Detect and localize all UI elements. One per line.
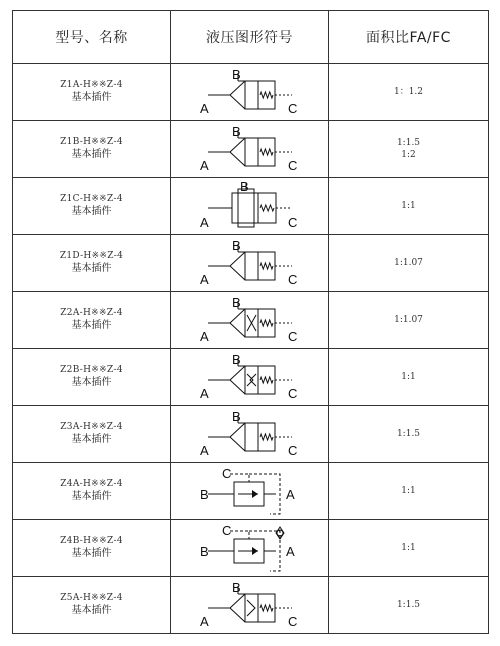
port-label: A bbox=[199, 101, 209, 116]
area-ratio-cell bbox=[329, 349, 489, 406]
component-name: 基本插件 bbox=[71, 548, 112, 559]
hydraulic-symbol-diagram bbox=[200, 67, 300, 117]
hydraulic-symbol-diagram bbox=[200, 352, 300, 402]
area-ratio-value: 1:1 bbox=[401, 201, 416, 211]
port-label: B bbox=[239, 181, 249, 194]
table-row bbox=[13, 64, 489, 121]
hydraulic-symbol-diagram bbox=[200, 295, 300, 345]
port-label: A bbox=[285, 487, 295, 502]
area-ratio-value: 1:1.5 bbox=[396, 600, 421, 610]
cartridge-spec-table bbox=[12, 10, 489, 634]
port-label: A bbox=[199, 386, 209, 401]
component-name: 基本插件 bbox=[71, 92, 112, 103]
port-label: C bbox=[287, 614, 297, 629]
poppet-valve-symbol bbox=[208, 586, 292, 622]
symbol-cell bbox=[171, 577, 329, 634]
model-cell bbox=[13, 121, 171, 178]
hydraulic-symbol-diagram bbox=[200, 181, 300, 231]
model-code: Z1A-H※※Z-4 bbox=[60, 80, 123, 90]
poppet-valve-symbol bbox=[208, 301, 292, 337]
model-cell bbox=[13, 520, 171, 577]
symbol-cell bbox=[171, 178, 329, 235]
symbol-cell bbox=[171, 406, 329, 463]
table-row bbox=[13, 235, 489, 292]
hydraulic-symbol-diagram bbox=[200, 124, 300, 174]
table-row bbox=[13, 121, 489, 178]
model-code: Z1D-H※※Z-4 bbox=[59, 251, 124, 261]
component-name: 基本插件 bbox=[71, 206, 112, 217]
table-row bbox=[13, 349, 489, 406]
model-code: Z3A-H※※Z-4 bbox=[60, 422, 123, 432]
port-label: A bbox=[285, 544, 295, 559]
component-name: 基本插件 bbox=[71, 149, 112, 160]
table-header-row bbox=[13, 11, 489, 64]
model-code: Z4A-H※※Z-4 bbox=[60, 479, 123, 489]
model-cell bbox=[13, 463, 171, 520]
symbol-cell bbox=[171, 121, 329, 178]
component-name: 基本插件 bbox=[71, 377, 112, 388]
model-cell bbox=[13, 235, 171, 292]
header-model-name: 型号、名称 bbox=[13, 11, 171, 64]
component-name: 基本插件 bbox=[71, 320, 112, 331]
area-ratio-value: 1:1.5 bbox=[396, 429, 421, 439]
port-label: C bbox=[221, 466, 231, 481]
port-label: B bbox=[231, 409, 241, 424]
symbol-cell bbox=[171, 235, 329, 292]
area-ratio-cell bbox=[329, 178, 489, 235]
poppet-valve-symbol bbox=[208, 244, 292, 280]
spool-valve-symbol bbox=[208, 183, 292, 227]
port-label: A bbox=[199, 329, 209, 344]
area-ratio-cell bbox=[329, 406, 489, 463]
symbol-cell bbox=[171, 292, 329, 349]
header-hydraulic-symbol: 液压图形符号 bbox=[171, 11, 329, 64]
component-name: 基本插件 bbox=[71, 263, 112, 274]
symbol-cell bbox=[171, 463, 329, 520]
header-area-ratio: 面积比FA/FC bbox=[329, 11, 489, 64]
port-label: C bbox=[221, 523, 231, 538]
hydraulic-symbol-diagram bbox=[200, 580, 300, 630]
area-ratio-cell bbox=[329, 64, 489, 121]
symbol-cell bbox=[171, 64, 329, 121]
port-label: C bbox=[287, 329, 297, 344]
port-label: B bbox=[199, 544, 209, 559]
hydraulic-symbol-diagram bbox=[200, 238, 300, 288]
port-label: B bbox=[199, 487, 209, 502]
area-ratio-cell bbox=[329, 463, 489, 520]
poppet-valve-symbol bbox=[208, 415, 292, 451]
port-label: C bbox=[287, 386, 297, 401]
port-label: B bbox=[231, 238, 241, 253]
area-ratio-cell bbox=[329, 577, 489, 634]
area-ratio-value: 1:1.5 bbox=[396, 138, 421, 148]
area-ratio-cell bbox=[329, 235, 489, 292]
model-cell bbox=[13, 406, 171, 463]
model-code: Z2A-H※※Z-4 bbox=[60, 308, 123, 318]
poppet-valve-symbol bbox=[208, 73, 292, 109]
model-code: Z4B-H※※Z-4 bbox=[60, 536, 123, 546]
table-row bbox=[13, 292, 489, 349]
model-code: Z5A-H※※Z-4 bbox=[60, 593, 123, 603]
port-label: B bbox=[231, 580, 241, 595]
poppet-valve-symbol bbox=[208, 358, 292, 394]
port-label: B bbox=[231, 124, 241, 139]
area-ratio-value: 1:1.07 bbox=[394, 315, 423, 325]
model-cell bbox=[13, 577, 171, 634]
port-label: C bbox=[287, 215, 297, 230]
hydraulic-symbol-diagram bbox=[200, 409, 300, 459]
port-label: B bbox=[231, 352, 241, 367]
port-label: B bbox=[231, 295, 241, 310]
component-name: 基本插件 bbox=[71, 491, 112, 502]
poppet-valve-symbol bbox=[208, 130, 292, 166]
symbol-cell bbox=[171, 520, 329, 577]
port-label: C bbox=[287, 443, 297, 458]
port-label: C bbox=[287, 272, 297, 287]
area-ratio-cell bbox=[329, 520, 489, 577]
area-ratio-value: 1:1 bbox=[401, 372, 416, 382]
area-ratio-value: 1:1.07 bbox=[394, 258, 423, 268]
pressure-valve-symbol bbox=[208, 527, 284, 571]
table-row bbox=[13, 178, 489, 235]
area-ratio-value: 1：1.2 bbox=[393, 87, 424, 97]
port-label: A bbox=[199, 614, 209, 629]
area-ratio-value: 1:2 bbox=[401, 150, 416, 160]
model-cell bbox=[13, 349, 171, 406]
model-cell bbox=[13, 292, 171, 349]
pressure-valve-symbol bbox=[208, 474, 280, 514]
port-label: B bbox=[231, 67, 241, 82]
area-ratio-value: 1:1 bbox=[401, 543, 416, 553]
area-ratio-value: 1:1 bbox=[401, 486, 416, 496]
model-cell bbox=[13, 178, 171, 235]
symbol-cell bbox=[171, 349, 329, 406]
table-row bbox=[13, 463, 489, 520]
port-label: C bbox=[287, 101, 297, 116]
hydraulic-symbol-diagram bbox=[200, 466, 300, 516]
component-name: 基本插件 bbox=[71, 434, 112, 445]
model-code: Z1C-H※※Z-4 bbox=[60, 194, 123, 204]
model-code: Z1B-H※※Z-4 bbox=[60, 137, 123, 147]
port-label: A bbox=[199, 443, 209, 458]
model-cell bbox=[13, 64, 171, 121]
area-ratio-cell bbox=[329, 121, 489, 178]
area-ratio-cell bbox=[329, 292, 489, 349]
table-row bbox=[13, 406, 489, 463]
port-label: A bbox=[199, 158, 209, 173]
component-name: 基本插件 bbox=[71, 605, 112, 616]
table-row bbox=[13, 577, 489, 634]
hydraulic-symbol-diagram bbox=[200, 523, 300, 573]
table-row bbox=[13, 520, 489, 577]
port-label: C bbox=[287, 158, 297, 173]
model-code: Z2B-H※※Z-4 bbox=[60, 365, 123, 375]
port-label: A bbox=[199, 272, 209, 287]
port-label: A bbox=[199, 215, 209, 230]
